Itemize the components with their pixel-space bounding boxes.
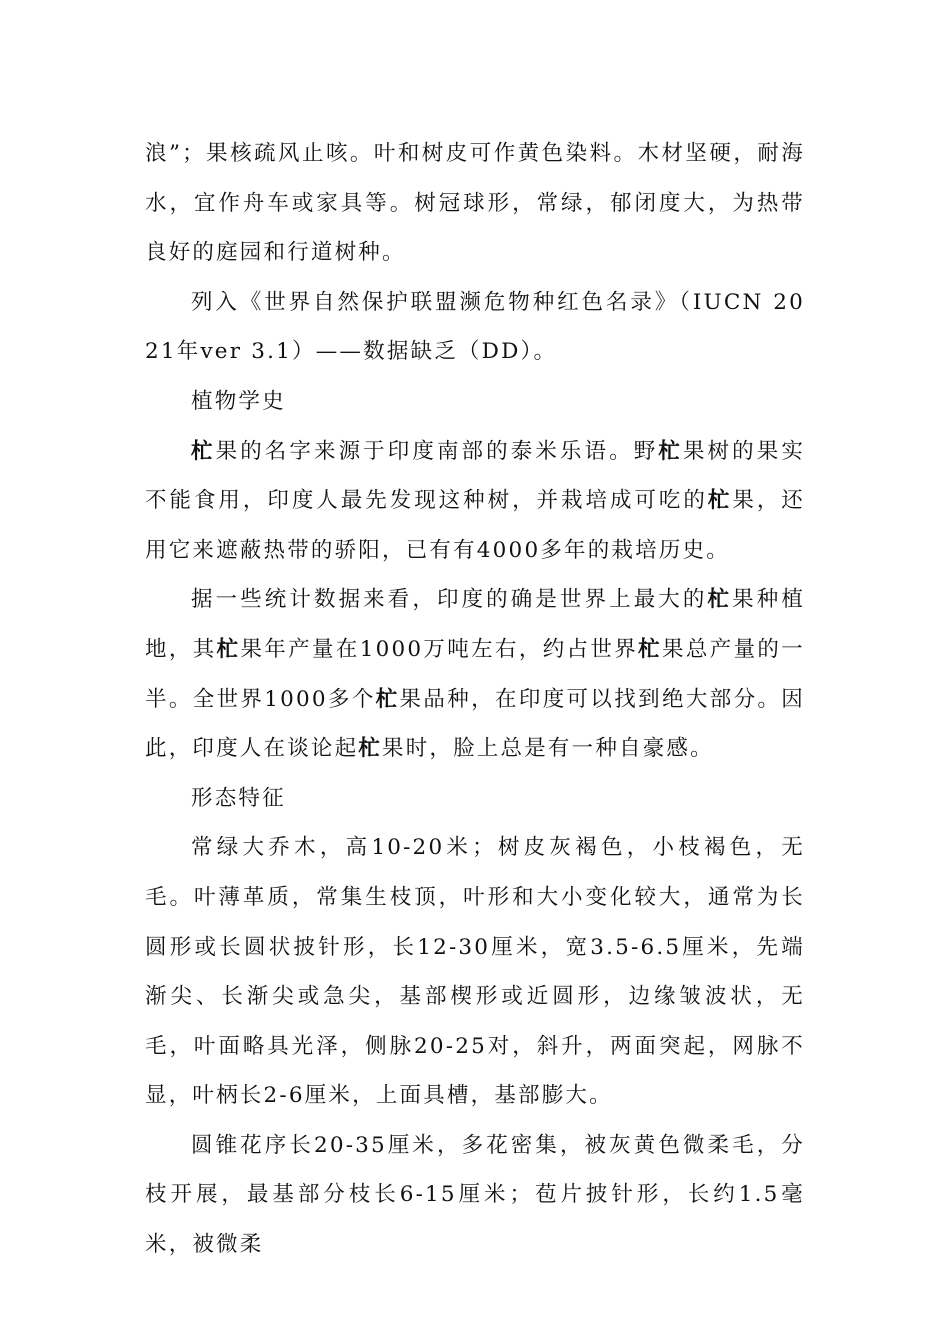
text-run: 果种植地，其 (145, 587, 806, 662)
mango-char: 杧 (638, 636, 662, 662)
text-run: 果，还用它来遮蔽热带的骄阳，已有有4000多年的栽培历史。 (145, 488, 806, 563)
mango-char: 杧 (191, 438, 216, 464)
mango-char: 杧 (658, 438, 683, 464)
text-run: 果年产量在1000万吨左右，约占世界 (240, 636, 639, 662)
paragraph-tree-leaf-description: 常绿大乔木，高10-20米；树皮灰褐色，小枝褐色，无毛。叶薄革质，常集生枝顶，叶形和大小变化较大，通常为长圆形或长圆状披针形，长12-30厘米，宽3.5-6.5厘米，先端渐尖、长渐尖或急尖，基部楔形或近圆形，边缘皱波状，无毛，叶面略具光泽，侧脉20-25对，斜升，两面突起，网脉不显，叶柄长2-6厘米，上面具槽，基部膨大。 (145, 835, 805, 1109)
paragraph-uses: 浪”；果核疏风止咳。叶和树皮可作黄色染料。木材坚硬，耐海水，宜作舟车或家具等。树冠球形，常绿，郁闭度大，为热带良好的庭园和行道树种。 (145, 141, 805, 266)
text-run: 果品种，在印度可以找到绝大部分。因此，印度人在谈论起 (145, 686, 805, 762)
document-page (145, 129, 805, 1270)
paragraph-india-production (145, 575, 805, 773)
text-run: 果的名字来源于印度南部的泰米乐语。野 (215, 438, 659, 464)
mango-char: 杧 (216, 636, 241, 662)
text-run: 果总产量的一半。全世界1000多个 (145, 636, 805, 712)
mango-char: 杧 (707, 488, 733, 514)
paragraph-inflorescence-description: 圆锥花序长20-35厘米，多花密集，被灰黄色微柔毛，分枝开展，最基部分枝长6-15厘米；苞片披针形，长约1.5毫米，被微柔 (145, 1132, 805, 1258)
paragraph-iucn-status: 列入《世界自然保护联盟濒危物种红色名录》（IUCN 2021年ver 3.1）——数据缺乏（DD）。 (145, 289, 805, 365)
text-run: 果时，脸上总是有一种自豪感。 (382, 736, 714, 762)
mango-char: 杧 (358, 736, 383, 762)
text-run: 据一些统计数据来看，印度的确是世界上最大的 (191, 587, 708, 613)
mango-char: 杧 (375, 686, 400, 712)
text-run: 果树的果实不能食用，印度人最先发现这种树，并栽培成可吃的 (145, 438, 806, 514)
mango-char: 杧 (707, 587, 733, 613)
section-heading-history: 植物学史 (191, 388, 286, 414)
section-heading-morphology: 形态特征 (191, 785, 286, 811)
paragraph-name-origin (145, 427, 805, 576)
